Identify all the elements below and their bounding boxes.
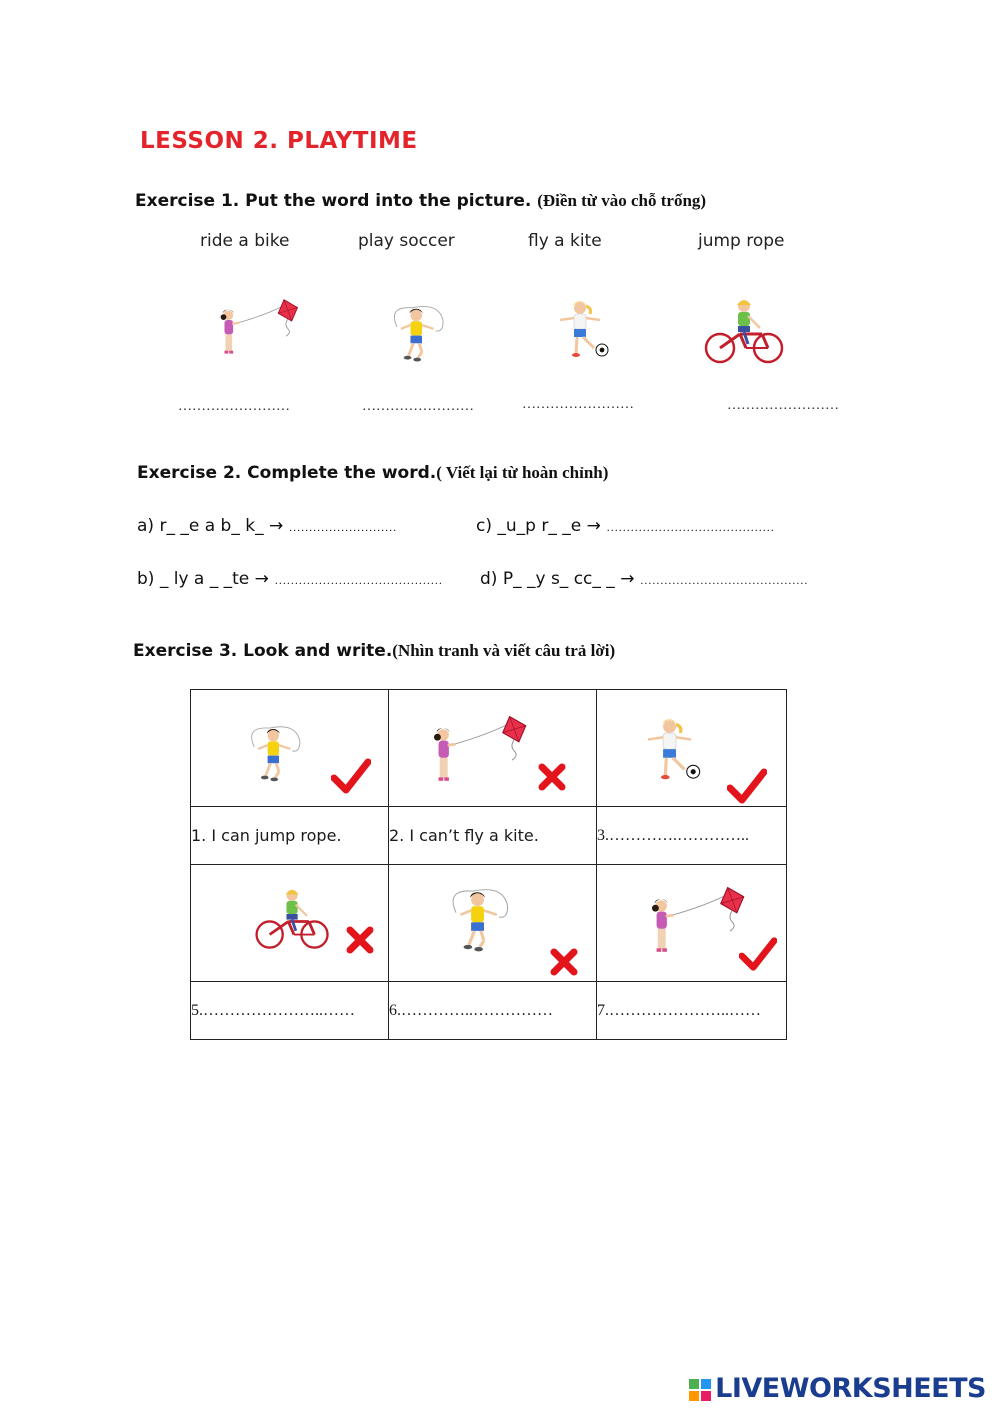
lesson-title: LESSON 2. PLAYTIME [140,128,418,154]
word-option: ride a bike [200,231,290,251]
word-prompt: a) r_ _e a b_ k_ → [137,516,284,536]
answer-blank[interactable]: 3.………….………….. [597,807,787,865]
answer-blank[interactable]: 7.…………………..…… [597,982,787,1040]
exercise-2-heading-en: Exercise 2. Complete the word. [137,463,437,483]
word-item-d [480,569,808,589]
exercise-2-heading [137,463,608,483]
exercise-2-heading-vn: ( Viết lại từ hoàn chỉnh) [436,463,609,482]
answer-blank[interactable]: …………………………………… [639,573,808,587]
bike-boy-illustration [251,885,335,957]
soccer-girl-illustration [633,712,719,796]
word-option: play soccer [358,231,455,251]
word-option: fly a kite [528,231,602,251]
exercise-1-heading-vn: (Điền từ vào chỗ trống) [537,191,707,210]
answer-blank[interactable]: …………………… [522,397,634,412]
picture-cell [597,865,787,982]
picture-row [191,690,787,807]
bike-boy-illustration [700,296,790,371]
picture-cell [389,865,597,982]
kite-girl-illustration [429,712,533,798]
picture-cell [389,690,597,807]
picture-cell [597,690,787,807]
jump-rope-boy-illustration [441,883,527,967]
word-item-a [137,516,397,536]
exercise-3-heading-vn: (Nhìn tranh và viết câu trả lời) [392,641,616,660]
answer-blank[interactable]: 6.…………..…………… [389,982,597,1040]
cross-icon [549,947,579,977]
answer-blank[interactable]: …………………………………… [274,573,443,587]
check-icon [727,766,767,806]
answer-blank[interactable]: …………………… [362,399,474,414]
exercise-3-heading-en: Exercise 3. Look and write. [133,641,393,661]
jump-rope-boy-illustration [241,720,317,796]
exercise-1-heading-en: Exercise 1. Put the word into the picture. [135,191,532,211]
picture-cell [191,865,389,982]
jump-rope-boy-illustration [382,302,462,374]
cross-icon [537,762,567,792]
answer-blank[interactable]: ……………………… [288,520,397,534]
word-prompt: b) _ ly a _ _te → [137,569,269,589]
exercise-1-heading [135,191,706,211]
kite-girl-illustration [210,296,310,368]
word-prompt: c) _u_p r_ _e → [476,516,601,536]
word-item-b [137,569,442,589]
brand-name: LIVEWORKSHEETS [715,1373,986,1404]
word-option: jump rope [698,231,785,251]
answer-cell: 2. I can’t fly a kite. [389,807,597,865]
answer-blank[interactable]: …………………………………… [606,520,775,534]
check-icon [331,756,371,796]
liveworksheets-brand [689,1373,986,1404]
liveworksheets-logo-icon [689,1379,711,1401]
answer-cell: 1. I can jump rope. [191,807,389,865]
check-icon [739,935,777,973]
soccer-girl-illustration [546,296,626,371]
answer-row [191,807,787,865]
picture-row [191,865,787,982]
answer-row [191,982,787,1040]
answer-blank[interactable]: …………………… [727,398,839,413]
answer-blank[interactable]: 5.…………………..…… [191,982,389,1040]
cross-icon [345,925,375,955]
answer-blank[interactable]: …………………… [178,399,290,414]
look-and-write-table [190,689,787,1040]
exercise-3-heading [133,641,615,661]
word-prompt: d) P_ _y s_ cc_ _ → [480,569,635,589]
picture-cell [191,690,389,807]
word-item-c [476,516,774,536]
kite-girl-illustration [647,883,751,969]
